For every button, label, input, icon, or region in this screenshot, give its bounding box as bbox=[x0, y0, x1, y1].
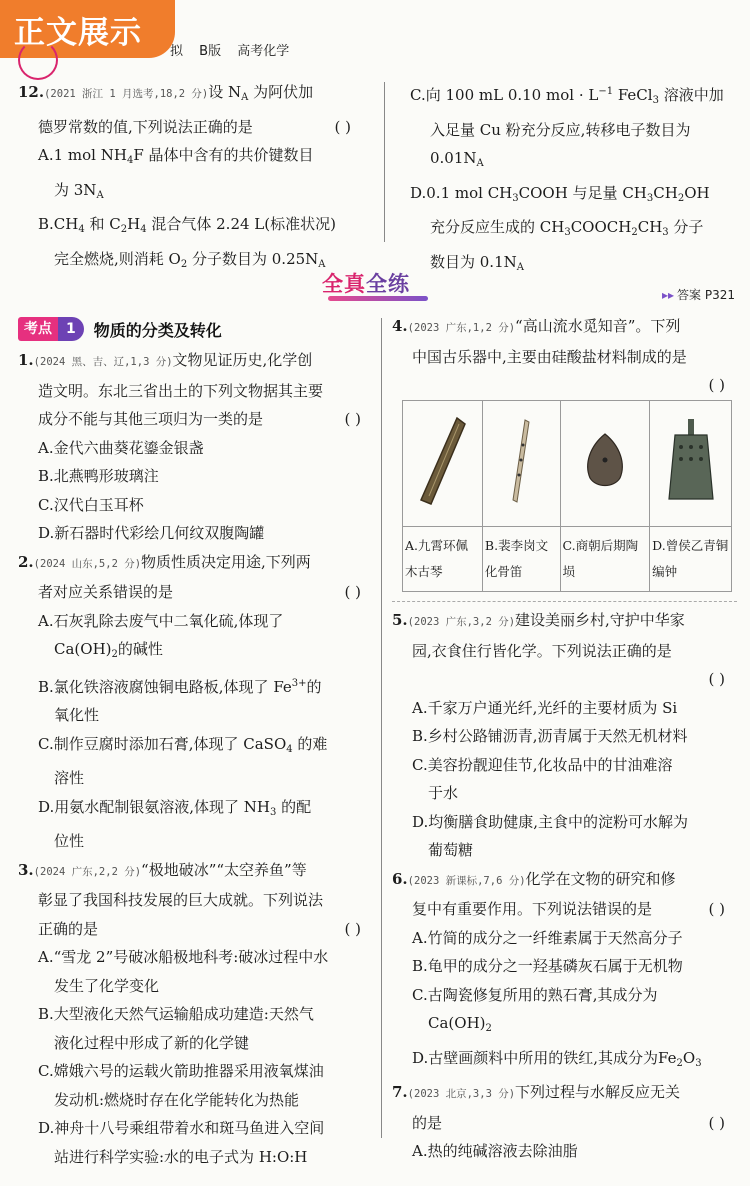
option-a: 发生了化学变化 bbox=[54, 976, 160, 995]
subscript: 3 bbox=[652, 95, 659, 106]
question-number: 12. bbox=[18, 83, 45, 101]
option-d: D.古壁画颜料中所用的铁红,其成分为Fe bbox=[412, 1048, 677, 1067]
option-d: 充分反应生成的 CH bbox=[430, 218, 565, 236]
subscript: 4 bbox=[140, 224, 147, 235]
subscript: 3 bbox=[646, 192, 654, 204]
instrument-table bbox=[402, 400, 732, 592]
option-b: H bbox=[127, 215, 141, 233]
option-c: 溶液中加 bbox=[658, 86, 724, 104]
section-heading bbox=[322, 268, 432, 302]
option-a: A.1 mol NH bbox=[38, 146, 127, 164]
option-c: 于水 bbox=[428, 784, 459, 802]
question-number: 7. bbox=[392, 1083, 408, 1101]
question-number: 6. bbox=[392, 869, 408, 888]
option-d: 的配 bbox=[276, 797, 312, 816]
option-a: 的碱性 bbox=[117, 640, 163, 658]
question-number: 1. bbox=[18, 351, 34, 369]
instrument-caption-c: C.商朝后期陶埙 bbox=[560, 527, 650, 592]
option-c: C.美容扮靓迎佳节,化妆品中的甘油难溶 bbox=[412, 755, 673, 774]
option-d: 分子 bbox=[668, 218, 704, 236]
column-divider bbox=[381, 318, 382, 1138]
subscript: A bbox=[318, 258, 326, 270]
answer-paren: ( ) bbox=[708, 670, 725, 688]
option-d: D.神舟十八号乘组带着水和斑马鱼进入空间 bbox=[38, 1119, 325, 1137]
superscript: −1 bbox=[598, 86, 614, 97]
answer-paren: ( ) bbox=[344, 919, 361, 938]
option-a: A.热的纯碱溶液去除油脂 bbox=[412, 1142, 578, 1160]
question-source: (2023 新课标,7,6 分) bbox=[407, 874, 526, 887]
question-text: 彰显了我国科技发展的巨大成就。下列说法 bbox=[38, 891, 324, 909]
option-d: 站进行科学实验:水的电子式为 H:O:H bbox=[54, 1147, 308, 1166]
option-b: B.氯化铁溶液腐蚀铜电路板,体现了 Fe bbox=[38, 677, 292, 696]
question-text: 为阿伏加 bbox=[248, 83, 314, 101]
instrument-image-d bbox=[650, 401, 732, 527]
option-d: D.均衡膳食助健康,主食中的淀粉可水解为 bbox=[412, 812, 689, 831]
subscript: 3 bbox=[564, 227, 571, 238]
question-text: 物质性质决定用途,下列两 bbox=[141, 552, 311, 571]
instrument-image-b bbox=[482, 401, 560, 527]
subscript: 2 bbox=[676, 1057, 683, 1069]
option-d: O bbox=[682, 1048, 696, 1067]
question-source: (2023 广东,1,2 分) bbox=[407, 322, 516, 334]
option-d: 数目为 0.1N bbox=[430, 252, 517, 271]
option-c: 入足量 Cu 粉充分反应,转移电子数目为 bbox=[430, 120, 691, 139]
option-b: 液化过程中形成了新的化学键 bbox=[54, 1033, 250, 1052]
question-source: (2024 山东,5,2 分) bbox=[33, 557, 142, 570]
question-text: 设 N bbox=[208, 83, 242, 101]
subscript: 2 bbox=[120, 224, 128, 235]
heading-underline bbox=[328, 296, 428, 301]
option-a: A.竹简的成分之一纤维素属于天然高分子 bbox=[412, 928, 683, 947]
option-d: CH bbox=[637, 218, 663, 236]
option-a: A.金代六曲葵花鎏金银盏 bbox=[38, 438, 204, 457]
question-text: 者对应关系错误的是 bbox=[38, 583, 174, 601]
running-header bbox=[170, 40, 301, 59]
question-number: 2. bbox=[18, 552, 34, 571]
question-text: 园,衣食住行皆化学。下列说法正确的是 bbox=[412, 641, 672, 660]
answer-paren: ( ) bbox=[708, 900, 725, 918]
question-text: 德罗常数的值,下列说法正确的是 bbox=[38, 117, 253, 136]
question-text: 化学在文物的研究和修 bbox=[525, 869, 676, 888]
option-c: 的难 bbox=[292, 734, 328, 753]
question-source: (2024 黑、吉、辽,1,3 分) bbox=[33, 356, 173, 368]
answer-paren: ( ) bbox=[344, 583, 361, 601]
section-heading-part2: 全练 bbox=[366, 272, 410, 296]
subscript: 2 bbox=[677, 192, 685, 204]
left-column bbox=[18, 346, 373, 1171]
subscript: 3 bbox=[270, 806, 277, 818]
subscript: 3 bbox=[695, 1057, 702, 1069]
option-a: A.千家万户通光纤,光纤的主要材质为 Si bbox=[412, 698, 678, 717]
option-a: A.石灰乳除去废气中二氧化硫,体现了 bbox=[38, 611, 284, 630]
option-c: C.制作豆腐时添加石膏,体现了 CaSO bbox=[38, 734, 287, 753]
option-c: C.向 100 mL 0.10 mol · L bbox=[410, 86, 599, 104]
option-c: C.汉代白玉耳杯 bbox=[38, 495, 144, 514]
separator bbox=[392, 601, 737, 602]
bronze-bell-icon bbox=[661, 415, 721, 505]
option-c: C.嫦娥六号的运载火箭助推器采用液氧煤油 bbox=[38, 1062, 324, 1080]
answer-reference bbox=[662, 286, 735, 303]
answer-paren: ( ) bbox=[708, 376, 725, 394]
bone-flute-icon bbox=[501, 410, 541, 510]
option-b: 和 C bbox=[84, 215, 121, 233]
option-b: B.大型液化天然气运输船成功建造:天然气 bbox=[38, 1005, 314, 1023]
subscript: 4 bbox=[286, 743, 293, 755]
option-a: 为 3N bbox=[54, 180, 97, 199]
question-12-right bbox=[410, 78, 740, 282]
kaodian-tag: 考点 bbox=[18, 317, 58, 341]
option-b: B.CH bbox=[38, 215, 79, 233]
option-b: 氧化性 bbox=[54, 706, 100, 724]
question-source: (2023 北京,3,3 分) bbox=[407, 1088, 516, 1100]
superscript: 3+ bbox=[291, 677, 307, 689]
question-4 bbox=[392, 312, 737, 400]
option-b: 的 bbox=[306, 677, 322, 696]
instrument-image-a bbox=[403, 401, 483, 527]
option-b: 混合气体 2.24 L(标准状况) bbox=[146, 215, 336, 233]
question-text: “高山流水觅知音”。下列 bbox=[515, 317, 681, 335]
section-heading-part1: 全真 bbox=[322, 272, 366, 296]
option-b: B.乡村公路铺沥青,沥青属于天然无机材料 bbox=[412, 727, 688, 745]
right-column-lower bbox=[392, 606, 737, 1166]
option-c: C.古陶瓷修复所用的熟石膏,其成分为 bbox=[412, 985, 658, 1004]
column-divider bbox=[384, 82, 385, 242]
question-text: 复中有重要作用。下列说法错误的是 bbox=[412, 900, 653, 918]
subscript: 2 bbox=[180, 258, 188, 270]
option-d: COOH 与足量 CH bbox=[518, 183, 647, 202]
answer-paren: ( ) bbox=[334, 117, 351, 136]
double-arrow-icon: ▸▸ bbox=[662, 288, 675, 302]
answer-paren: ( ) bbox=[708, 1113, 725, 1132]
option-d: D.新石器时代彩绘几何纹双腹陶罐 bbox=[38, 524, 265, 542]
option-d: 位性 bbox=[54, 832, 85, 850]
kaodian-number: 1 bbox=[58, 317, 84, 341]
option-c: FeCl bbox=[613, 86, 653, 104]
answer-paren: ( ) bbox=[344, 410, 361, 428]
answer-reference-text: 答案 P321 bbox=[677, 288, 736, 302]
option-a: F 晶体中含有的共价键数目 bbox=[133, 146, 314, 164]
question-source: (2021 浙江 1 月选考,18,2 分) bbox=[44, 88, 209, 100]
option-c: 发动机:燃烧时存在化学能转化为热能 bbox=[54, 1090, 300, 1109]
subscript: 2 bbox=[111, 649, 118, 660]
question-text: 的是 bbox=[412, 1113, 443, 1132]
question-text: 建设美丽乡村,守护中华家 bbox=[515, 611, 685, 629]
question-text: 文物见证历史,化学创 bbox=[172, 351, 313, 369]
option-c: 溶性 bbox=[54, 769, 85, 787]
subscript: 2 bbox=[631, 227, 638, 238]
subscript: 2 bbox=[485, 1023, 492, 1034]
option-b: B.北燕鸭形玻璃注 bbox=[38, 467, 159, 485]
option-d: CH bbox=[653, 183, 678, 202]
subscript: 3 bbox=[512, 192, 519, 204]
subscript: A bbox=[241, 92, 249, 103]
header-logo-icon bbox=[18, 40, 58, 80]
question-text: “极地破冰”“太空养鱼”等 bbox=[141, 860, 307, 879]
header-text: 高考化学 bbox=[237, 44, 290, 59]
question-source: (2024 广东,2,2 分) bbox=[33, 865, 142, 878]
xun-icon bbox=[580, 430, 630, 490]
instrument-caption-a: A.九霄环佩木古琴 bbox=[403, 527, 483, 592]
option-c: Ca(OH) bbox=[428, 1014, 486, 1032]
question-text: 成分不能与其他三项归为一类的是 bbox=[38, 410, 264, 428]
subscript: 3 bbox=[662, 227, 669, 238]
question-number: 4. bbox=[392, 317, 408, 335]
subscript: 4 bbox=[126, 155, 134, 166]
instrument-caption-b: B.裴李岗文化骨笛 bbox=[482, 527, 560, 592]
subscript: 4 bbox=[78, 224, 85, 235]
header-text: B版 bbox=[199, 44, 222, 59]
option-a: Ca(OH) bbox=[54, 640, 112, 658]
option-d: OH bbox=[684, 183, 710, 202]
instrument-image-c bbox=[560, 401, 650, 527]
subscript: A bbox=[96, 189, 104, 201]
option-b: 分子数目为 0.25N bbox=[187, 249, 319, 268]
question-text: 下列过程与水解反应无关 bbox=[515, 1083, 681, 1101]
option-d: 葡萄糖 bbox=[428, 841, 474, 859]
page-banner: 正文展示 bbox=[0, 0, 175, 58]
option-b: B.龟甲的成分之一羟基磷灰石属于无机物 bbox=[412, 957, 683, 975]
option-b: 完全燃烧,则消耗 O bbox=[54, 249, 181, 268]
header-text: 拟 bbox=[170, 44, 184, 59]
question-number: 5. bbox=[392, 611, 408, 629]
question-text: 造文明。东北三省出土的下列文物据其主要 bbox=[38, 381, 324, 400]
question-text: 中国古乐器中,主要由硅酸盐材料制成的是 bbox=[412, 347, 687, 366]
instrument-caption-d: D.曾侯乙青铜编钟 bbox=[650, 527, 732, 592]
question-number: 3. bbox=[18, 860, 34, 879]
guqin-icon bbox=[407, 410, 477, 510]
option-d: D.用氨水配制银氨溶液,体现了 NH bbox=[38, 797, 271, 816]
question-12-left bbox=[18, 78, 363, 279]
kaodian-header bbox=[18, 316, 222, 342]
option-c: 0.01N bbox=[430, 149, 477, 167]
question-text: 正确的是 bbox=[38, 919, 99, 938]
subscript: A bbox=[516, 261, 524, 273]
kaodian-title: 物质的分类及转化 bbox=[93, 320, 222, 340]
question-source: (2023 广东,3,2 分) bbox=[407, 616, 516, 628]
subscript: A bbox=[476, 158, 484, 169]
option-d: COOCH bbox=[570, 218, 632, 236]
option-d: D.0.1 mol CH bbox=[410, 183, 513, 202]
option-a: A.“雪龙 2”号破冰船极地科考:破冰过程中水 bbox=[38, 948, 329, 966]
